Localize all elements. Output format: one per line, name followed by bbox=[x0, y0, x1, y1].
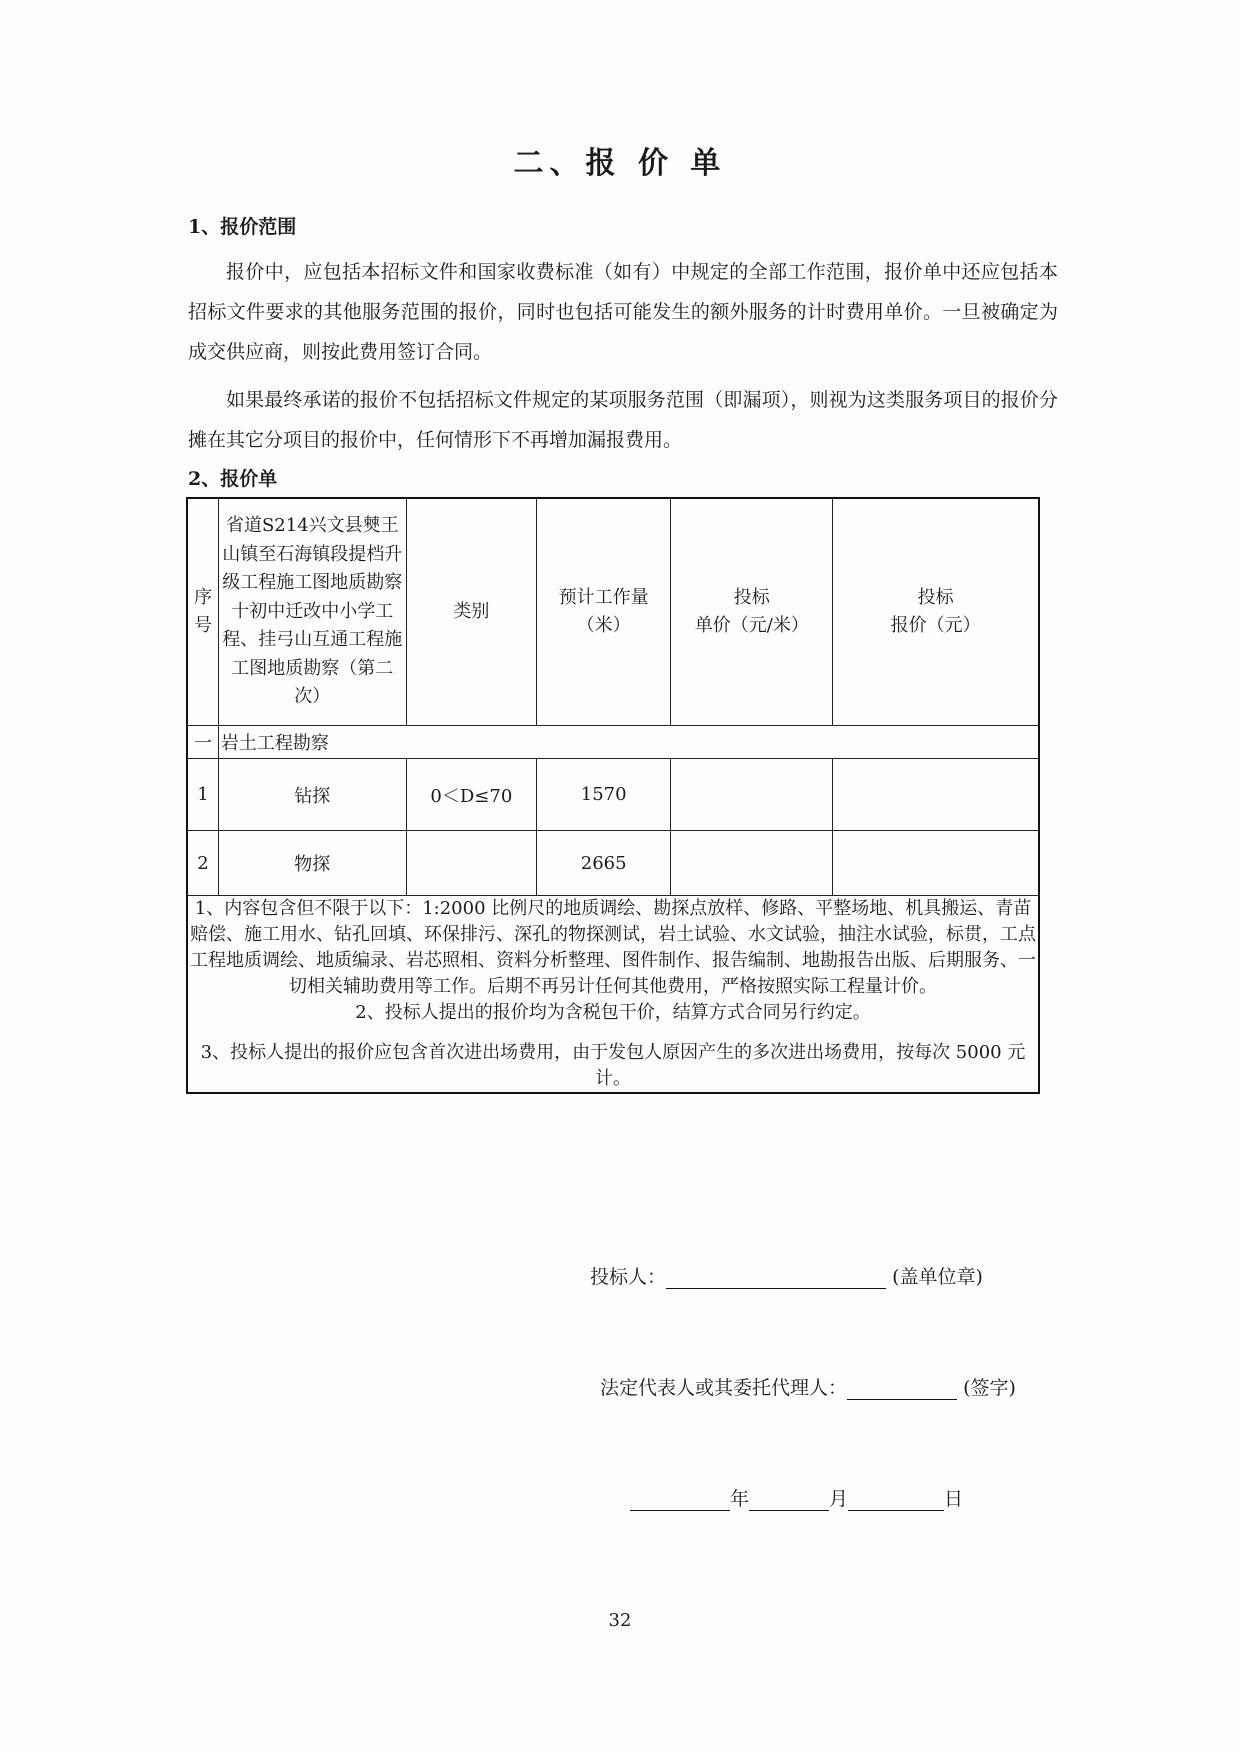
table-row bbox=[187, 831, 1039, 896]
table-section-row bbox=[187, 726, 1039, 759]
row-unit-price[interactable] bbox=[671, 831, 833, 896]
bidder-signature-line bbox=[590, 1262, 983, 1289]
header-seq: 序号 bbox=[187, 498, 218, 726]
month-blank[interactable] bbox=[749, 1488, 829, 1511]
section-heading-scope: 1、报价范围 bbox=[188, 216, 297, 238]
bidder-blank[interactable] bbox=[666, 1266, 886, 1289]
notes-cell bbox=[187, 896, 1039, 1094]
row-type: 0＜D≤70 bbox=[406, 759, 536, 831]
year-blank[interactable] bbox=[630, 1488, 730, 1511]
representative-signature-line bbox=[600, 1373, 1016, 1400]
row-unit-price[interactable] bbox=[671, 759, 833, 831]
representative-note: (签字) bbox=[963, 1377, 1016, 1399]
section-heading-quote-table: 2、报价单 bbox=[188, 468, 278, 490]
row-name: 钻探 bbox=[218, 759, 406, 831]
row-seq: 1 bbox=[187, 759, 218, 831]
bidder-note: (盖单位章) bbox=[892, 1266, 983, 1288]
year-label: 年 bbox=[730, 1488, 750, 1510]
month-label: 月 bbox=[829, 1488, 849, 1510]
paragraph-scope-1: 报价中，应包括本招标文件和国家收费标准（如有）中规定的全部工作范围，报价单中还应包括本招标文件要求的其他服务范围的报价，同时也包括可能发生的额外服务的计时费用单价。一旦被确定为成交供应商，则按此费用签订合同。 bbox=[188, 261, 1058, 363]
representative-label: 法定代表人或其委托代理人： bbox=[600, 1377, 848, 1399]
row-quantity: 1570 bbox=[537, 759, 671, 831]
table-notes-row bbox=[187, 896, 1039, 1094]
bidder-label: 投标人： bbox=[590, 1266, 667, 1288]
section-seq: 一 bbox=[187, 726, 218, 759]
row-quantity: 2665 bbox=[537, 831, 671, 896]
header-total-price: 投标 报价（元） bbox=[833, 498, 1039, 726]
note-3: 3、投标人提出的报价应包含首次进出场费用，由于发包人原因产生的多次进出场费用，按每次 5000 元计。 bbox=[200, 1042, 1026, 1089]
row-total-price[interactable] bbox=[833, 831, 1039, 896]
header-project: 省道S214兴文县僰王山镇至石海镇段提档升级工程施工图地质勘察十初中迁改中小学工程、挂弓山互通工程施工图地质勘察（第二次） bbox=[218, 498, 406, 726]
quote-table bbox=[186, 497, 1040, 1094]
header-unit-price: 投标 单价（元/米） bbox=[671, 498, 833, 726]
row-seq: 2 bbox=[187, 831, 218, 896]
row-total-price[interactable] bbox=[833, 759, 1039, 831]
date-line bbox=[630, 1484, 963, 1511]
table-header-row bbox=[187, 498, 1039, 726]
row-name: 物探 bbox=[218, 831, 406, 896]
note-2: 2、投标人提出的报价均为含税包干价，结算方式合同另行约定。 bbox=[355, 1002, 871, 1023]
page-title: 二、报 价 单 bbox=[513, 146, 727, 181]
header-type: 类别 bbox=[406, 498, 536, 726]
paragraph-scope-2: 如果最终承诺的报价不包括招标文件规定的某项服务范围（即漏项），则视为这类服务项目的报价分摊在其它分项目的报价中，任何情形下不再增加漏报费用。 bbox=[188, 389, 1058, 451]
header-quantity: 预计工作量 （米） bbox=[537, 498, 671, 726]
day-label: 日 bbox=[944, 1488, 964, 1510]
day-blank[interactable] bbox=[848, 1488, 944, 1511]
table-row bbox=[187, 759, 1039, 831]
row-type bbox=[406, 831, 536, 896]
representative-blank[interactable] bbox=[847, 1377, 957, 1400]
section-label: 岩土工程勘察 bbox=[218, 726, 1039, 759]
page-number: 32 bbox=[608, 1610, 632, 1631]
note-1: 1、内容包含但不限于以下：1:2000 比例尺的地质调绘、勘探点放样、修路、平整场地、机具搬运、青苗赔偿、施工用水、钻孔回填、环保排污、深孔的物探测试，岩土试验、水文试验，抽注水试验，标贯，工点工程地质调绘、地质编录、岩芯照相、资料分析整理、图件制作、报告编制、地勘报告出版、后期服务、一切相关辅助费用等工作。后期不再另计任何其他费用，严格按照实际工程量计价。 bbox=[190, 898, 1036, 997]
